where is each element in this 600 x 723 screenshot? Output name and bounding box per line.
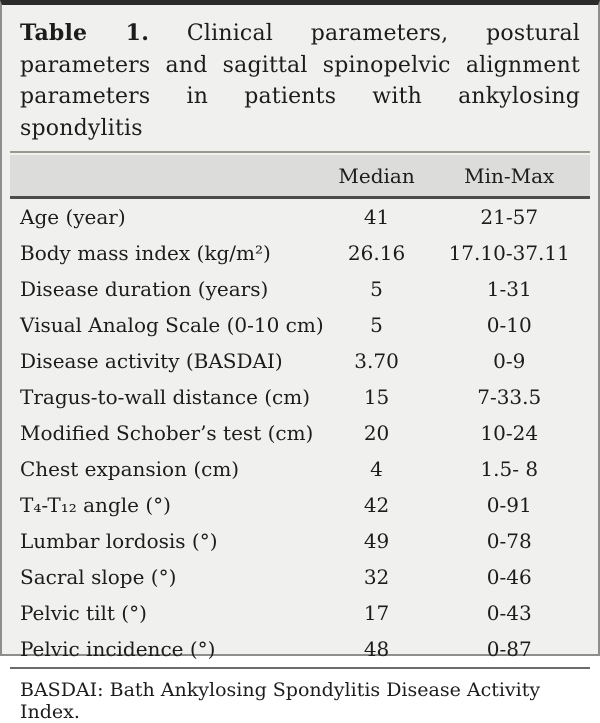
median-cell: 5 <box>370 277 383 301</box>
minmax-cell: 0-46 <box>486 565 532 589</box>
table-body-wrapper <box>10 151 590 669</box>
header-parameter <box>10 155 325 198</box>
median-cell: 17 <box>363 601 390 625</box>
parameter-cell: Modified Schober’s test (cm) <box>20 421 314 445</box>
parameter-cell: Disease duration (years) <box>20 277 269 301</box>
minmax-cell: 21-57 <box>480 205 539 229</box>
median-cell: 32 <box>363 565 390 589</box>
minmax-cell: 0-87 <box>486 637 532 661</box>
parameter-cell: Sacral slope (°) <box>20 565 177 589</box>
minmax-cell: 1-31 <box>486 277 532 301</box>
table-row <box>10 523 590 559</box>
header-median: Median <box>325 155 429 198</box>
table-row <box>10 235 590 271</box>
table-rows <box>10 198 590 669</box>
minmax-cell: 17.10-37.11 <box>448 241 570 265</box>
median-cell: 5 <box>370 313 383 337</box>
median-cell: 26.16 <box>347 241 406 265</box>
parameters-table <box>10 155 590 669</box>
minmax-cell: 0-78 <box>486 529 532 553</box>
minmax-cell: 10-24 <box>480 421 539 445</box>
parameter-cell: Tragus-to-wall distance (cm) <box>20 385 311 409</box>
table-row <box>10 307 590 343</box>
minmax-cell: 0-91 <box>486 493 532 517</box>
minmax-cell: 0-10 <box>486 313 532 337</box>
table-row <box>10 415 590 451</box>
median-cell: 20 <box>363 421 390 445</box>
parameter-cell: Visual Analog Scale (0-10 cm) <box>20 313 324 337</box>
table-row <box>10 559 590 595</box>
table-row <box>10 451 590 487</box>
parameter-cell: Pelvic tilt (°) <box>20 601 147 625</box>
header-row <box>10 155 590 198</box>
parameter-cell: Lumbar lordosis (°) <box>20 529 218 553</box>
table-row <box>10 631 590 668</box>
table-title-number: Table 1. <box>20 20 150 46</box>
parameter-cell: Disease activity (BASDAI) <box>20 349 283 373</box>
table-row <box>10 487 590 523</box>
table-title-text: Clinical parameters, postural parameters and sagittal spinopelvic alignment parameters in patients with ankylosing spondylitis <box>20 21 581 141</box>
minmax-cell: 7-33.5 <box>477 385 542 409</box>
median-cell: 4 <box>370 457 383 481</box>
parameter-cell: Age (year) <box>20 205 126 229</box>
median-cell: 3.70 <box>354 349 399 373</box>
header-minmax: Min-Max <box>428 155 590 198</box>
minmax-cell: 0-9 <box>493 349 526 373</box>
table-row <box>10 595 590 631</box>
minmax-cell: 0-43 <box>486 601 532 625</box>
median-cell: 42 <box>363 493 390 517</box>
table-row <box>10 198 590 236</box>
median-cell: 15 <box>363 385 390 409</box>
table-row <box>10 343 590 379</box>
table-header <box>10 155 590 198</box>
table-row <box>10 379 590 415</box>
table-row <box>10 271 590 307</box>
table-title <box>2 5 598 151</box>
median-cell: 48 <box>363 637 390 661</box>
table-footnote: BASDAI: Bath Ankylosing Spondylitis Disease Activity Index. <box>20 679 541 723</box>
parameter-cell: Body mass index (kg/m²) <box>20 241 271 265</box>
minmax-cell: 1.5- 8 <box>480 457 539 481</box>
parameter-cell: T₄-T₁₂ angle (°) <box>20 493 171 517</box>
parameter-cell: Chest expansion (cm) <box>20 457 240 481</box>
median-cell: 41 <box>363 205 390 229</box>
median-cell: 49 <box>363 529 390 553</box>
parameter-cell: Pelvic incidence (°) <box>20 637 216 661</box>
